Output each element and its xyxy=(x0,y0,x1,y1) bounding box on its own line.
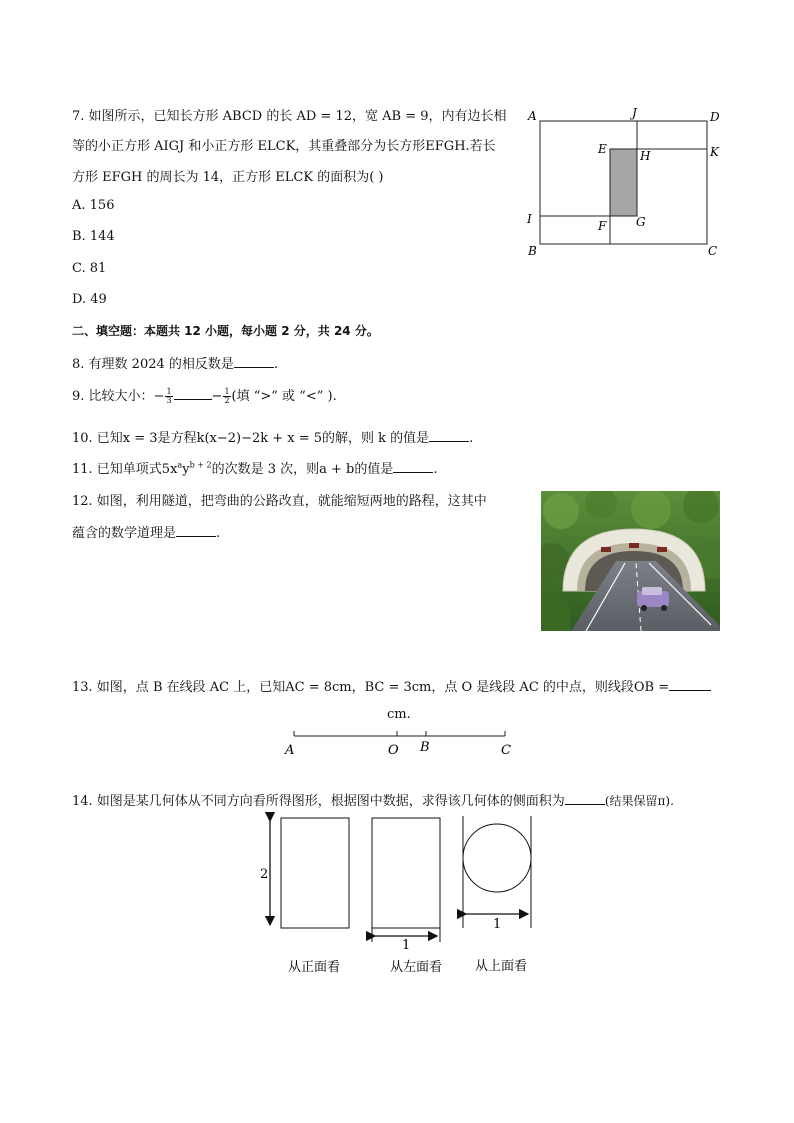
label-g: G xyxy=(636,215,646,229)
point-a: A xyxy=(285,743,295,758)
q9-blank[interactable] xyxy=(174,388,212,400)
label-a: A xyxy=(528,109,537,123)
q9: 9. 比较大小：− $\frac{1}{3}$ − $\frac{1}{2}$ (填 “>” 或 “<” ). xyxy=(72,387,337,405)
q10-text: 10. 已知x = 3是方程k(x−2)−2k + x = 5的解，则 k 的值是 xyxy=(72,431,430,446)
label-e: E xyxy=(598,142,607,156)
label-k: K xyxy=(710,145,719,159)
label-b: B xyxy=(528,244,537,258)
q7-rectangle-figure xyxy=(520,105,730,265)
top-view-caption: 从上面看 xyxy=(475,959,528,974)
label-c: C xyxy=(708,244,718,258)
line-segment-diagram xyxy=(280,726,520,760)
fraction-one-third: $\frac{1}{3}$ xyxy=(166,387,172,405)
q7-line2: 等的小正方形 AIGJ 和小正方形 ELCK，其重叠部分为长方形EFGH.若长 xyxy=(72,139,496,154)
q14: 14. 如图是某几何体从不同方向看所得图形，根据图中数据，求得该几何体的侧面积为 (结果保留π). xyxy=(72,794,674,809)
three-views-diagram xyxy=(255,812,545,982)
label-f: F xyxy=(598,219,607,233)
label-h: H xyxy=(640,149,651,163)
q7-option-a: A. 156 xyxy=(72,198,115,213)
front-view-caption: 从正面看 xyxy=(288,960,341,975)
q7-line3: 方形 EFGH 的周长为 14，正方形 ELCK 的面积为( ) xyxy=(72,170,384,185)
q13-text: 13. 如图，点 B 在线段 AC 上，已知AC = 8cm，BC = 3cm，点 O 是线段 AC 的中点，则线段OB = xyxy=(72,680,670,695)
top-width-label: 1 xyxy=(493,917,502,932)
fraction-one-half: $\frac{1}{2}$ xyxy=(224,387,230,405)
q7-option-c: C. 81 xyxy=(72,261,107,276)
q13 xyxy=(72,676,711,695)
label-j: J xyxy=(632,106,637,120)
section-heading: 二、填空题：本题共 12 小题，每小题 2 分，共 24 分。 xyxy=(72,324,379,338)
q12-blank[interactable] xyxy=(176,525,216,537)
q14-text: 14. 如图是某几何体从不同方向看所得图形，根据图中数据，求得该几何体的侧面积为 xyxy=(72,794,565,809)
label-i: I xyxy=(527,212,532,226)
q11: 11. 已知单项式$5x^ay^{b + 2}$的次数是 3 次，则a + b的值是 . xyxy=(72,460,438,477)
q10-blank[interactable] xyxy=(429,430,469,442)
q7-line1: 7. 如图所示，已知长方形 ABCD 的长 AD = 12，宽 AB = 9，内有边长相 xyxy=(72,109,507,124)
q13-blank[interactable] xyxy=(669,679,711,691)
q12-line1: 12. 如图，利用隧道，把弯曲的公路改直，就能缩短两地的路程，这其中 xyxy=(72,494,487,509)
point-c: C xyxy=(501,743,511,758)
q10: 10. 已知x = 3是方程k(x−2)−2k + x = 5的解，则 k 的值是 . xyxy=(72,431,474,446)
q8-blank[interactable] xyxy=(234,356,274,368)
q7-option-d: D. 49 xyxy=(72,292,107,307)
q11-blank[interactable] xyxy=(393,461,433,473)
left-view-caption: 从左面看 xyxy=(390,960,443,975)
point-b: B xyxy=(420,740,430,755)
front-height-label: 2 xyxy=(260,867,269,882)
q8: 8. 有理数 2024 的相反数是 . xyxy=(72,357,279,372)
q7-option-b: B. 144 xyxy=(72,229,115,244)
q14-blank[interactable] xyxy=(565,793,605,805)
q13-unit: cm. xyxy=(387,707,411,722)
tunnel-photo xyxy=(541,491,720,631)
q12-line2: 蕴含的数学道理是 . xyxy=(72,526,221,541)
label-d: D xyxy=(710,110,720,124)
point-o: O xyxy=(388,743,399,758)
q8-text: 8. 有理数 2024 的相反数是 xyxy=(72,357,234,372)
left-width-label: 1 xyxy=(402,938,411,953)
